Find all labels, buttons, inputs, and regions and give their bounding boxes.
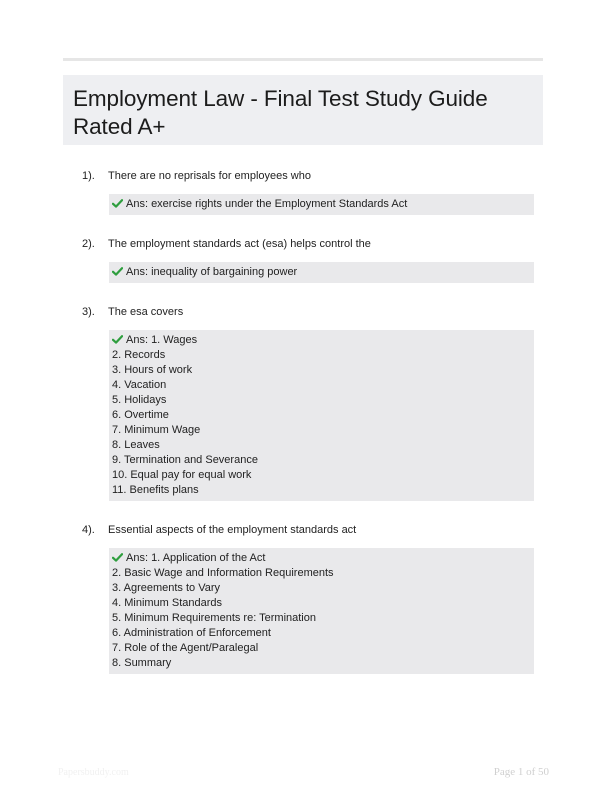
page-number: Page 1 of 50 [493,766,549,778]
answer-line: 3. Hours of work [112,364,193,376]
question-text: Essential aspects of the employment standards act [108,524,357,536]
checkmark-icon [112,553,123,562]
question-text: The employment standards act (esa) helps control the [108,238,371,250]
answer-line: 5. Minimum Requirements re: Termination [112,612,316,624]
answer-line: Ans: 1. Application of the Act [112,551,530,566]
answer-line: 8. Leaves [112,439,160,451]
answer-line: 6. Administration of Enforcement [112,627,271,639]
answer-line: 4. Vacation [112,379,167,391]
answer-line: 2. Records [112,349,166,361]
document-title: Employment Law - Final Test Study Guide Rated A+ [73,86,488,139]
answer-box [109,330,534,501]
answer-line: 6. Overtime [112,409,169,421]
answer-line: 4. Minimum Standards [112,597,223,609]
question-number: 4). [82,524,95,536]
footer-watermark: Papersbuddy.com [58,767,129,778]
answer-line: 9. Termination and Severance [112,454,258,466]
answer-box [109,194,534,215]
answer-line: 10. Equal pay for equal work [112,469,252,481]
answer-line: 8. Summary [112,657,172,669]
answer-line: 3. Agreements to Vary [112,582,221,594]
checkmark-icon [112,335,123,344]
answer-line: Ans: 1. Wages [112,333,530,348]
answer-line: 11. Benefits plans [112,484,199,496]
question-number: 1). [82,170,95,182]
checkmark-icon [112,267,123,276]
answer-box [109,262,534,283]
question-text: The esa covers [108,306,184,318]
top-divider [63,58,543,61]
answer-line: Ans: inequality of bargaining power [112,265,530,280]
answer-line: 2. Basic Wage and Information Requirements [112,567,334,579]
question-number: 3). [82,306,95,318]
question-number: 2). [82,238,95,250]
answer-box [109,548,534,674]
answer-line: Ans: exercise rights under the Employment Standards Act [112,197,530,212]
checkmark-icon [112,199,123,208]
answer-line: 5. Holidays [112,394,167,406]
question-text: There are no reprisals for employees who [108,170,311,182]
answer-line: 7. Minimum Wage [112,424,201,436]
title-banner [63,75,543,145]
answer-line: 7. Role of the Agent/Paralegal [112,642,259,654]
